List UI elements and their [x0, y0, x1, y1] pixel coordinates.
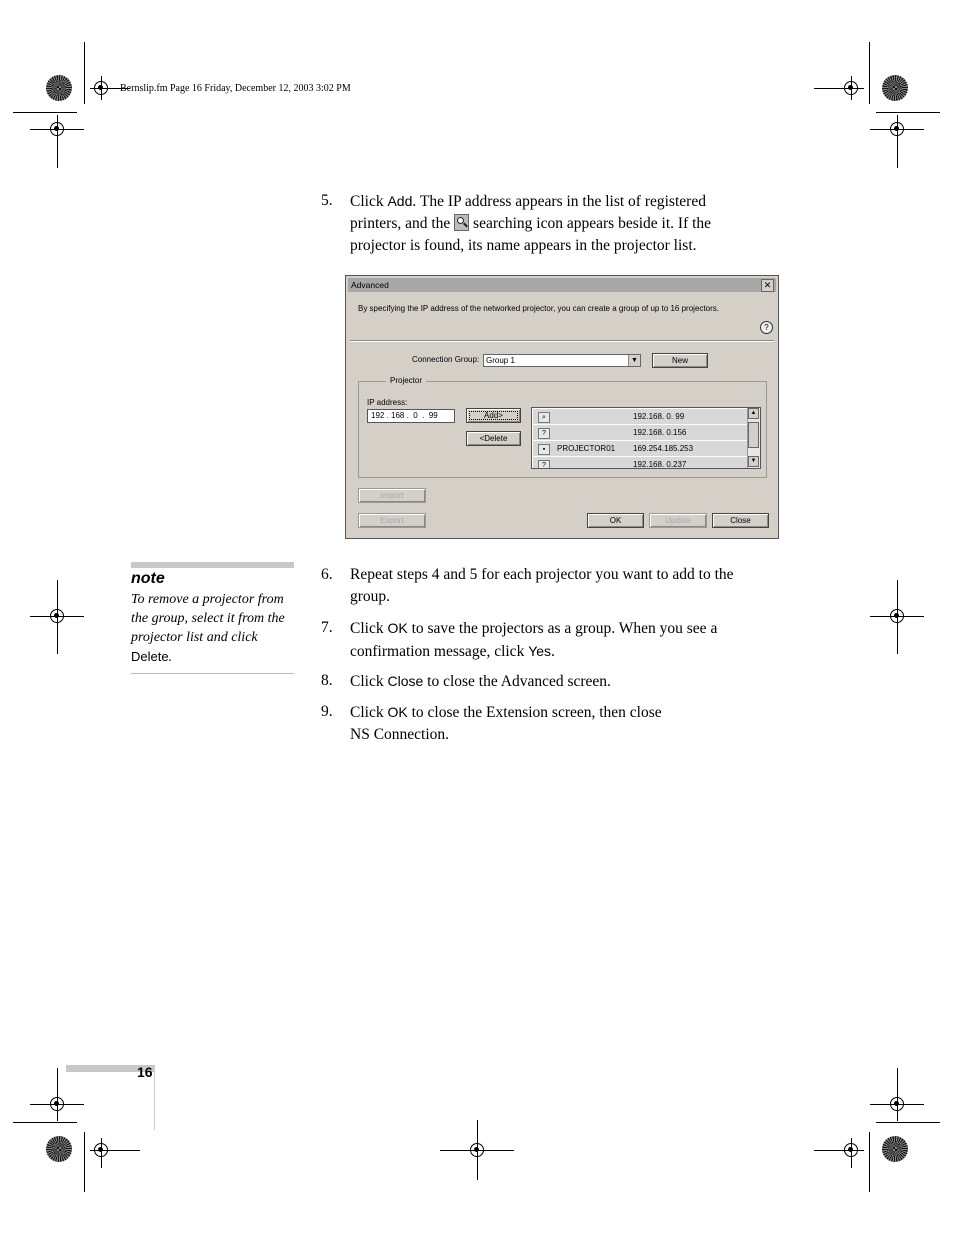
list-item[interactable]: ? 192.168. 0.156 [533, 425, 747, 441]
registration-mark-icon [890, 609, 904, 623]
step-6 [321, 564, 771, 608]
unknown-icon: ? [538, 460, 550, 469]
ui-term: Delete [131, 649, 169, 664]
ui-term: Yes [528, 643, 552, 659]
step-number: 6. [321, 566, 333, 583]
ui-term: Close [387, 673, 424, 689]
update-button[interactable]: Update [649, 513, 707, 528]
step-7 [321, 617, 771, 661]
step-line: group. [350, 588, 391, 605]
import-button[interactable]: Import [358, 488, 426, 503]
divider [350, 340, 774, 342]
export-button[interactable]: Export [358, 513, 426, 528]
ui-term: OK [387, 704, 408, 720]
close-button[interactable]: Close [712, 513, 769, 528]
registration-mark-icon [50, 122, 64, 136]
ok-button[interactable]: OK [587, 513, 644, 528]
scroll-up-icon[interactable]: ▲ [748, 408, 759, 419]
page-number: 16 [137, 1064, 153, 1080]
dialog-title: Advanced [351, 280, 389, 290]
registration-mark-icon [470, 1143, 484, 1157]
ip-address-label: IP address: [367, 398, 408, 407]
projector-group-label: Projector [386, 376, 426, 385]
registration-target-icon [882, 75, 908, 101]
unknown-icon: ? [538, 428, 550, 439]
crop-mark [57, 1068, 58, 1121]
folio-rule [154, 1065, 155, 1130]
file-info-header: Bernslip.fm Page 16 Friday, December 12, 2003 3:02 PM [120, 83, 351, 94]
registration-target-icon [46, 75, 72, 101]
crop-mark [876, 1122, 940, 1123]
step-8 [321, 670, 771, 692]
step-5 [321, 190, 771, 260]
crop-mark [869, 1132, 870, 1192]
note-bar [131, 562, 294, 568]
registration-mark-icon [844, 1143, 858, 1157]
registration-mark-icon [50, 1097, 64, 1111]
list-item[interactable]: ? 192.168. 0.237 [533, 457, 747, 469]
crop-mark [876, 112, 940, 113]
step-line: Click OK to close the Extension screen, then close [350, 704, 662, 721]
add-button[interactable]: Add> [466, 408, 521, 423]
step-line: printers, and the searching icon appears beside it. If the [350, 215, 712, 232]
ui-term: OK [387, 620, 408, 636]
delete-button[interactable]: <Delete [466, 431, 521, 446]
registration-mark-icon [94, 1143, 108, 1157]
step-number: 7. [321, 619, 333, 636]
registration-mark-icon [94, 81, 108, 95]
scrollbar[interactable] [747, 408, 760, 468]
searching-icon [454, 214, 469, 231]
connection-group-select[interactable]: Group 1 ▼ [483, 354, 641, 367]
crop-mark [84, 1132, 85, 1192]
step-number: 8. [321, 672, 333, 689]
registration-target-icon [46, 1136, 72, 1162]
searching-icon: ⌕ [538, 412, 550, 423]
note-divider [131, 673, 294, 674]
step-line: confirmation message, click Yes. [350, 643, 555, 660]
step-line: Click OK to save the projectors as a group. When you see a [350, 620, 718, 637]
advanced-dialog [345, 275, 779, 539]
scroll-thumb[interactable] [748, 422, 759, 448]
step-line: Click Close to close the Advanced screen. [350, 673, 611, 690]
crop-mark [13, 1122, 77, 1123]
dialog-titlebar [348, 278, 776, 292]
help-icon[interactable]: ? [760, 321, 773, 334]
registration-mark-icon [890, 1097, 904, 1111]
projector-list[interactable] [531, 407, 761, 469]
projector-icon: ▪ [538, 444, 550, 455]
ip-address-input[interactable]: 192 . 168 . 0 . 99 [367, 409, 455, 423]
registration-mark-icon [890, 122, 904, 136]
list-item[interactable]: ▪ PROJECTOR01 169.254.185.253 [533, 441, 747, 457]
step-line: Click Add. The IP address appears in the list of registered [350, 193, 706, 210]
close-icon[interactable]: ✕ [761, 279, 774, 292]
note-text: To remove a projector from the group, select it from the projector list and click Delete. [131, 592, 285, 665]
crop-mark [897, 1068, 898, 1121]
connection-group-label: Connection Group: [412, 355, 480, 364]
list-item[interactable]: ⌕ 192.168. 0. 99 [533, 409, 747, 425]
new-button[interactable]: New [652, 353, 708, 368]
chevron-down-icon[interactable]: ▼ [628, 355, 640, 366]
note-heading: note [131, 570, 165, 587]
step-number: 9. [321, 703, 333, 720]
step-9 [321, 701, 771, 745]
registration-target-icon [882, 1136, 908, 1162]
step-number: 5. [321, 192, 333, 209]
scroll-down-icon[interactable]: ▼ [748, 456, 759, 467]
step-line: Repeat steps 4 and 5 for each projector you want to add to the [350, 566, 734, 583]
registration-mark-icon [50, 609, 64, 623]
step-line: NS Connection. [350, 726, 450, 743]
registration-mark-icon [844, 81, 858, 95]
crop-mark [84, 42, 85, 104]
crop-mark [13, 112, 77, 113]
ui-term: Add [387, 193, 413, 209]
dialog-description: By specifying the IP address of the networked projector, you can create a group of up to 16 projectors. [358, 304, 719, 313]
crop-mark [869, 42, 870, 104]
step-line: projector is found, its name appears in the projector list. [350, 237, 697, 254]
